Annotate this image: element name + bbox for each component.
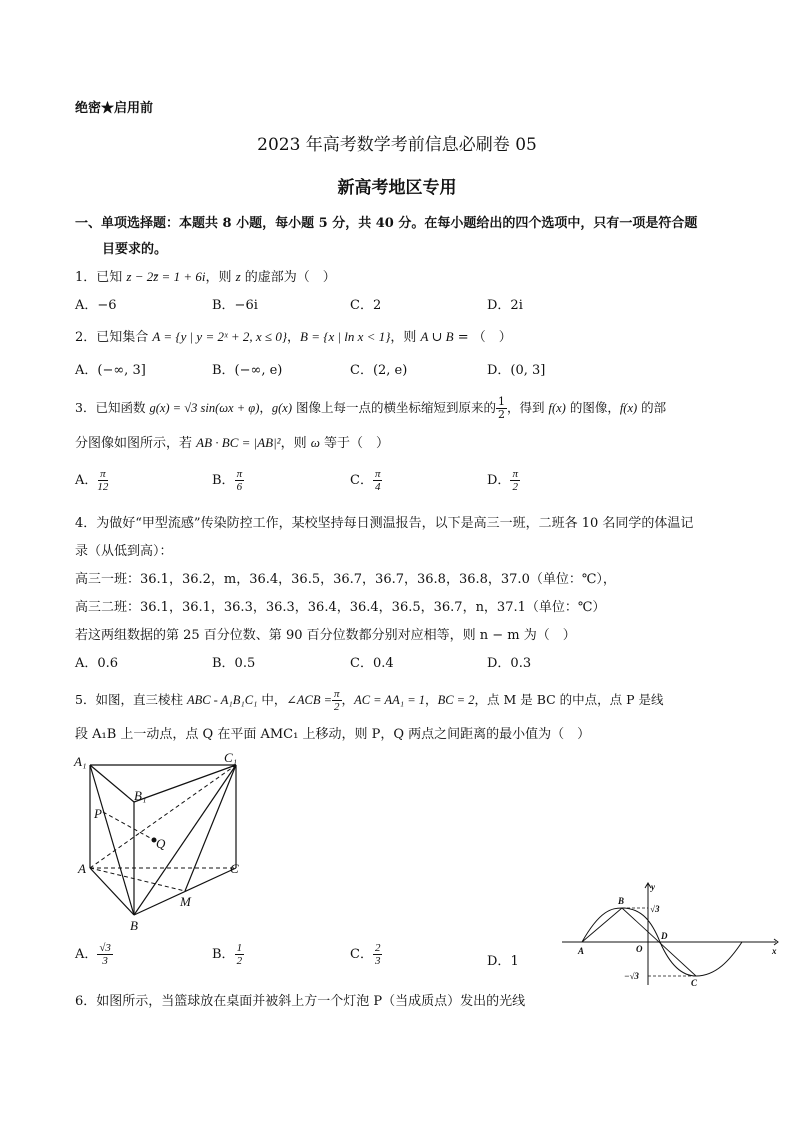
question-3-line1 <box>75 396 666 421</box>
q1-text: 的虚部为（ ） <box>240 270 336 285</box>
q2-option-a[interactable]: A．(−∞, 3] <box>75 363 146 378</box>
q5-option-c[interactable] <box>350 942 382 967</box>
fraction-numerator: 2 <box>374 942 381 954</box>
fraction-denominator: 2 <box>334 701 340 713</box>
q5-option-b[interactable] <box>212 942 244 967</box>
fraction-numerator: √3 <box>99 942 111 954</box>
q1-text: ，则 <box>205 270 236 285</box>
q1-expression: z − 2z̄ = 1 + 6i <box>126 269 206 284</box>
question-1 <box>75 266 336 285</box>
fraction-denominator: 3 <box>374 955 381 967</box>
label-a1: A₁ <box>74 754 87 769</box>
question-4-line1: 4．为做好“甲型流感”传染防控工作，某校坚持每日测温报告，以下是高三一班，二班各 10 名同学的体温记 <box>75 516 694 531</box>
segment-c1b <box>134 765 236 915</box>
q5-text: ，点 M 是 BC 的中点，点 P 是线 <box>474 692 664 707</box>
fraction-denominator: 2 <box>236 955 243 967</box>
q3-gx: g(x) <box>271 401 293 415</box>
option-label: B． <box>212 473 235 488</box>
q5-text: ， <box>341 692 355 707</box>
label-b: B <box>130 918 138 933</box>
q3-text: 图像上每一点的横坐标缩短到原来的 <box>292 400 496 415</box>
q3-fx: f(x) <box>619 401 638 415</box>
option-fraction <box>97 468 108 493</box>
fraction-denominator: 3 <box>102 955 108 967</box>
question-4-class2: 高三二班：36.1，36.1，36.3，36.3，36.4，36.4，36.5，36.7，n，37.1（单位：℃） <box>75 600 606 615</box>
edge-b1c1 <box>134 765 236 802</box>
option-label: A． <box>75 947 98 962</box>
q3-dot-product: AB · BC = |AB|² <box>196 435 281 450</box>
q5-equation: AC = AA₁ = 1 <box>354 693 426 707</box>
label-q: Q <box>156 836 166 851</box>
option-label: D． <box>487 954 511 969</box>
fraction-numerator: 1 <box>498 395 505 408</box>
q3-omega: ω <box>310 435 320 450</box>
q1-option-c[interactable]: C．2 <box>350 298 382 313</box>
q3-option-c[interactable] <box>350 468 382 493</box>
exam-subtitle: 新高考地区专用 <box>337 178 457 198</box>
q4-option-b[interactable]: B．0.5 <box>212 656 256 671</box>
q2-option-c[interactable]: C．(2, e) <box>350 363 408 378</box>
q3-fx: f(x) <box>548 401 566 415</box>
fraction-denominator: 2 <box>498 408 505 421</box>
q3-option-d[interactable] <box>487 468 520 493</box>
option-fraction <box>235 942 245 967</box>
label-root3: √3 <box>650 904 660 914</box>
q5-text: 中， <box>257 692 287 707</box>
q3-text: 3．已知函数 <box>75 400 150 415</box>
q1-text: 1．已知 <box>75 270 127 285</box>
q3-half-fraction <box>496 396 507 421</box>
q2-set-a: A = {y | y = 2ˣ + 2, x ≤ 0} <box>152 329 288 344</box>
fraction-numerator: 1 <box>236 942 243 954</box>
q2-text: 2．已知集合 <box>75 330 153 345</box>
option-fraction <box>235 468 245 493</box>
label-x: x <box>772 946 777 956</box>
label-c1: C₁ <box>224 750 238 765</box>
q2-option-d[interactable]: D．(0, 3] <box>487 363 546 378</box>
q3-text: 的部 <box>637 400 667 415</box>
q1-option-d[interactable]: D．2i <box>487 298 523 313</box>
secret-label: 绝密★启用前 <box>75 101 154 116</box>
fraction-denominator: 6 <box>236 481 243 493</box>
segment-a1b <box>90 765 134 915</box>
q3-text: 的图像， <box>565 400 620 415</box>
q2-text: ， <box>287 330 301 345</box>
q2-set-b: B = {x | ln x < 1} <box>300 329 391 344</box>
label-m: M <box>180 894 191 909</box>
prism-figure <box>72 750 252 940</box>
option-fraction <box>373 468 383 493</box>
label-a-graph: A <box>578 946 585 956</box>
label-p: P <box>94 806 102 821</box>
label-b-graph: B <box>618 896 625 906</box>
sine-graph-figure <box>560 880 782 990</box>
label-c: C <box>230 861 239 876</box>
fraction-numerator: π <box>512 468 518 480</box>
q5-option-d[interactable] <box>487 950 519 969</box>
q4-option-d[interactable]: D．0.3 <box>487 656 532 671</box>
fraction-numerator: π <box>236 468 243 480</box>
q3-function-g: g(x) = √3 sin(ωx + φ) <box>149 401 260 415</box>
label-o: O <box>636 944 643 954</box>
segment-am-hidden <box>90 868 185 891</box>
q3-option-a[interactable] <box>75 468 108 493</box>
q5-equation: BC = 2 <box>437 693 475 707</box>
q5-angle-fraction <box>332 688 342 713</box>
q3-text: ，则 <box>280 436 311 451</box>
fraction-numerator: π <box>100 468 106 480</box>
section-heading-line1: 一、单项选择题：本题共 8 小题，每小题 5 分，共 40 分。在每小题给出的四个选项中，只有一项是符合题 <box>75 216 698 231</box>
exam-title: 2023 年高考数学考前信息必刷卷 05 <box>257 135 537 155</box>
option-label: C． <box>350 947 373 962</box>
q2-option-b[interactable]: B．(−∞, e) <box>212 363 283 378</box>
question-6-line1: 6．如图所示，当篮球放在桌面并被斜上方一个灯泡 P（当成质点）发出的光线 <box>75 994 526 1009</box>
label-neg-root3: −√3 <box>624 971 639 981</box>
label-y: y <box>651 882 655 892</box>
label-b1: B₁ <box>134 788 147 803</box>
option-fraction <box>97 942 113 967</box>
label-c-graph: C <box>691 978 698 988</box>
question-5-line1 <box>75 688 664 713</box>
q1-option-a[interactable]: A．−6 <box>75 298 117 313</box>
q1-variable: z <box>235 269 241 284</box>
fraction-numerator: π <box>334 688 340 700</box>
question-3-line2 <box>75 432 389 451</box>
option-label: D． <box>487 473 511 488</box>
fraction-denominator: 12 <box>97 481 109 493</box>
q2-union: A ∪ B <box>420 329 454 344</box>
q1-option-b[interactable]: B．−6i <box>212 298 258 313</box>
question-5-line2: 段 A₁B 上一动点，点 Q 在平面 AMC₁ 上移动，则 P，Q 两点之间距离的最小值为（ ） <box>75 727 591 742</box>
section-heading-line2: 目要求的。 <box>102 242 168 257</box>
q5-text: ， <box>425 692 438 707</box>
fraction-denominator: 2 <box>512 481 518 493</box>
q5-angle: ∠ACB = <box>286 693 333 707</box>
fraction-numerator: π <box>374 468 381 480</box>
q5-prism: ABC - A₁B₁C₁ <box>186 693 258 707</box>
option-fraction <box>510 468 520 493</box>
q4-option-a[interactable]: A．0.6 <box>75 656 119 671</box>
question-4-line5: 若这两组数据的第 25 百分位数、第 90 百分位数都分别对应相等，则 n − m 为（ ） <box>75 628 576 643</box>
option-value: 1 <box>510 954 519 969</box>
option-label: A． <box>75 473 98 488</box>
question-4-class1: 高三一班：36.1，36.2，m，36.4，36.5，36.7，36.7，36.8，36.8，37.0（单位：℃）， <box>75 572 616 587</box>
fraction-denominator: 4 <box>374 481 381 493</box>
q3-option-b[interactable] <box>212 468 244 493</box>
option-fraction <box>373 942 383 967</box>
q2-text: = （ ） <box>453 330 512 345</box>
question-4-line2: 录（从低到高）： <box>75 544 173 559</box>
label-d: D <box>661 931 668 941</box>
q3-text: ，得到 <box>507 400 549 415</box>
q3-text: ， <box>259 400 272 415</box>
option-label: B． <box>212 947 235 962</box>
q3-text: 等于（ ） <box>319 436 390 451</box>
edge-a1b1 <box>90 765 134 802</box>
q2-text: ，则 <box>390 330 421 345</box>
q3-text: 分图像如图所示，若 <box>75 436 197 451</box>
option-label: C． <box>350 473 373 488</box>
q5-text: 5．如图，直三棱柱 <box>75 692 187 707</box>
q5-option-a[interactable] <box>75 942 113 967</box>
label-a: A <box>78 861 86 876</box>
q4-option-c[interactable]: C．0.4 <box>350 656 394 671</box>
question-2 <box>75 326 512 345</box>
